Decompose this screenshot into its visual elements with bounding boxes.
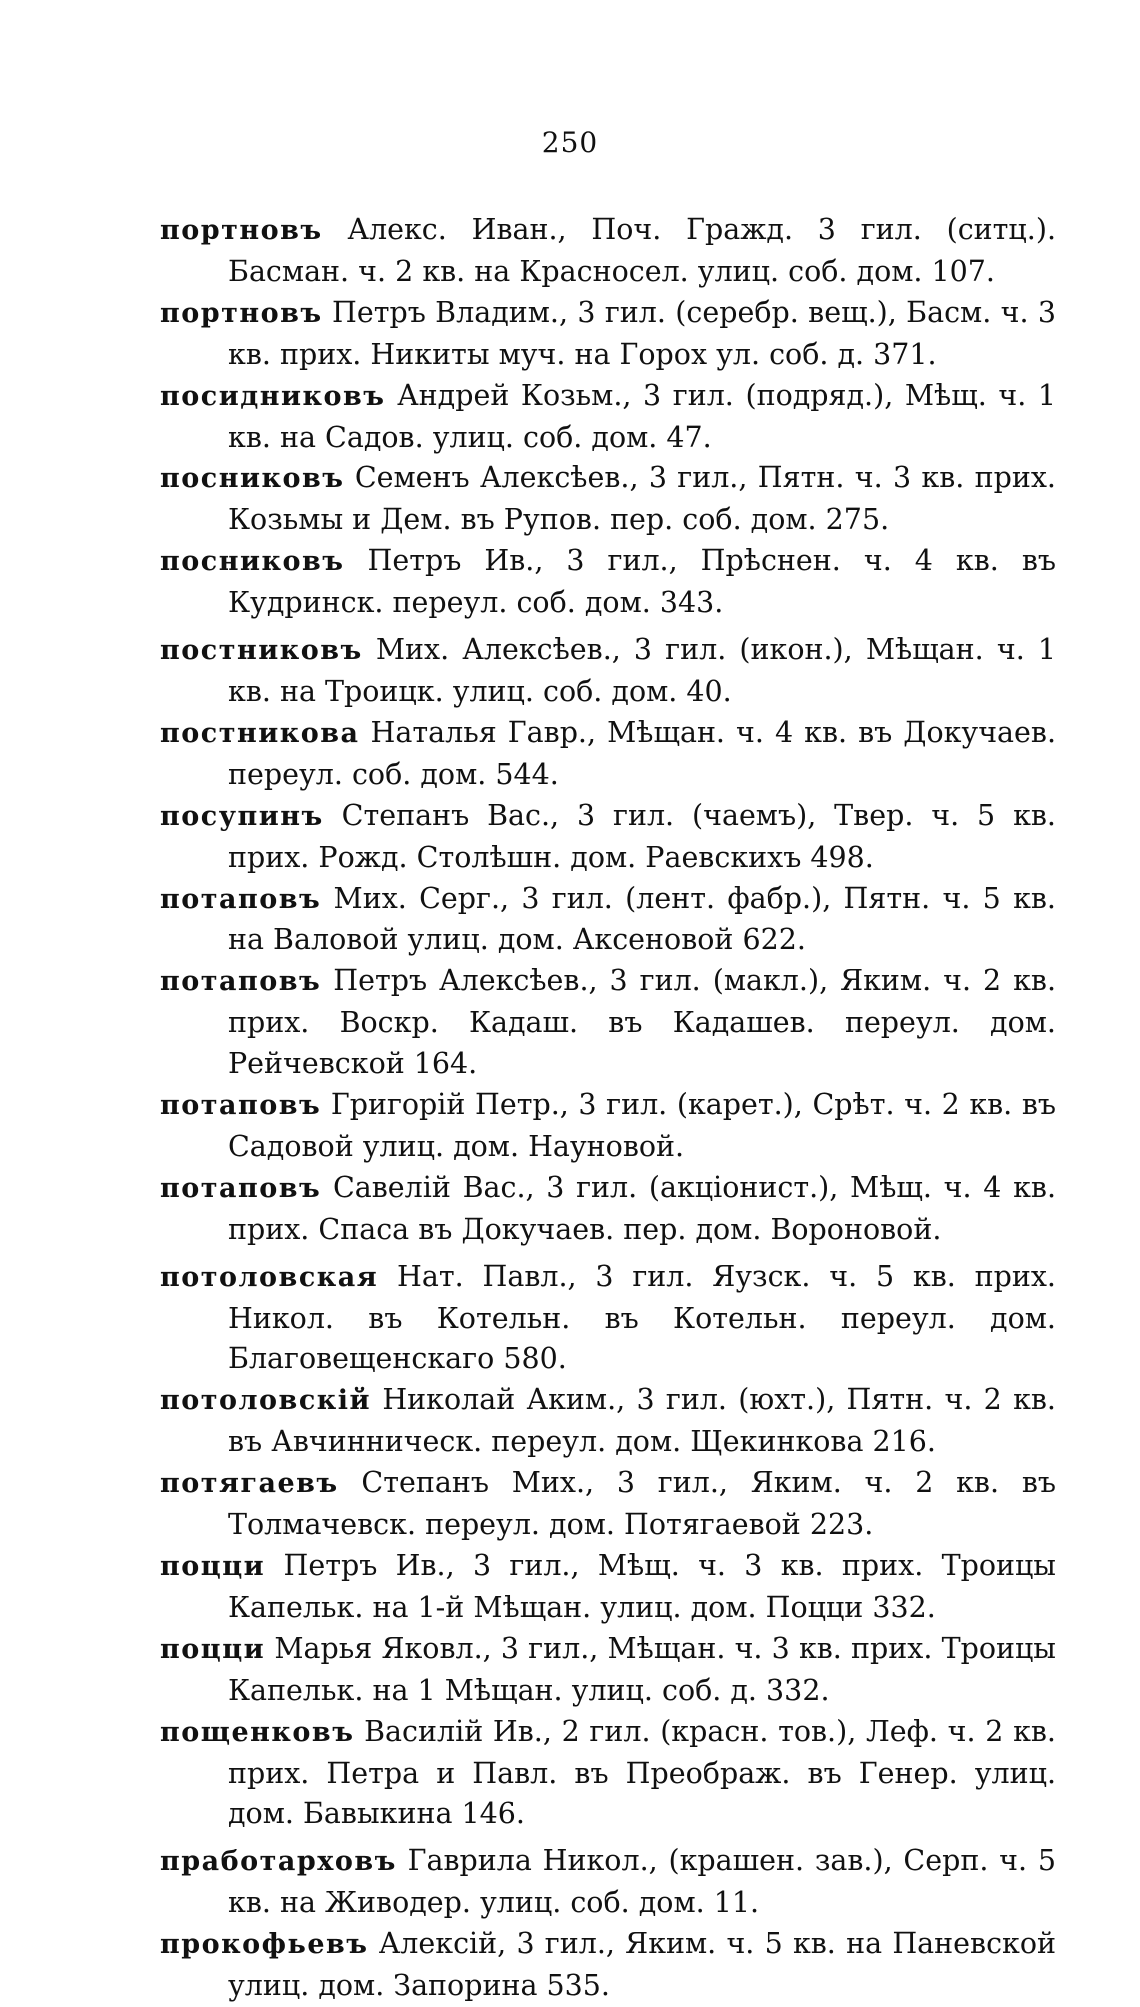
directory-entry [160,1712,1056,1836]
directory-entries [160,210,1056,2007]
entry-surname: постниковъ [160,635,363,667]
entry-surname: поцци [160,1633,266,1665]
directory-entry [160,796,1056,879]
entry-details: Нат. Павл., 3 гил. Яузск. ч. 5 кв. прих. Никол. въ Котельн. въ Котельн. переул. дом. Благовещенскаго 580. [228,1259,1056,1376]
entry-surname: потаповъ [160,1172,322,1204]
directory-entry [160,1257,1056,1381]
directory-entry [160,1841,1056,1924]
entry-details: Алекс. Иван., Поч. Гражд. 3 гил. (ситц.). Басман. ч. 2 кв. на Красносел. улиц. соб. дом. 107. [228,213,1056,288]
entry-details: Николай Аким., 3 гил. (юхт.), Пятн. ч. 2 кв. въ Авчинническ. переул. дом. Щекинкова 216. [228,1383,1056,1459]
page-number: 250 [541,126,599,159]
entry-details: Степанъ Мих., 3 гил., Яким. ч. 2 кв. въ Толмачевск. переул. дом. Потягаевой 223. [228,1466,1056,1542]
directory-entry [160,630,1056,713]
directory-entry [160,1629,1056,1712]
directory-entry [160,541,1056,624]
entry-details: Степанъ Вас., 3 гил. (чаемъ), Твер. ч. 5 кв. прих. Рожд. Столѣшн. дом. Раевскихъ 498. [228,798,1056,874]
directory-entry [160,376,1056,459]
entry-surname: пработарховъ [160,1846,397,1878]
entry-details: Наталья Гавр., Мѣщан. ч. 4 кв. въ Докучаев. переул. соб. дом. 544. [228,715,1056,791]
entry-details: Мих. Серг., 3 гил. (лент. фабр.), Пятн. ч. 5 кв. на Валовой улиц. дом. Аксеновой 622. [228,881,1056,957]
directory-entry [160,1546,1056,1629]
directory-entry [160,1924,1056,2007]
entry-surname: потягаевъ [160,1468,339,1500]
entry-surname: потоловская [160,1261,379,1293]
entry-details: Гаврила Никол., (крашен. зав.), Серп. ч. 5 кв. на Живодер. улиц. соб. дом. 11. [228,1844,1056,1920]
entry-details: Петръ Ив., 3 гил., Прѣснен. ч. 4 кв. въ Кудринск. переул. соб. дом. 343. [228,544,1056,620]
entry-details: Марья Яковл., 3 гил., Мѣщан. ч. 3 кв. прих. Троицы Капельк. на 1 Мѣщан. улиц. соб. д. 332. [228,1631,1056,1707]
directory-entry [160,210,1056,293]
entry-surname: посупинъ [160,800,324,832]
entry-details: Петръ Алексѣев., 3 гил. (макл.), Яким. ч. 2 кв. прих. Воскр. Кадаш. въ Кадашев. переул. дом. Рейчевской 164. [228,964,1056,1081]
entry-surname: портновъ [160,215,323,246]
directory-entry [160,1085,1056,1168]
entry-details: Григорій Петр., 3 гил. (карет.), Срѣт. ч. 2 кв. въ Садовой улиц. дом. Науновой. [228,1088,1057,1163]
entry-details: Василій Ив., 2 гил. (красн. тов.), Леф. ч. 2 кв. прих. Петра и Павл. въ Преображ. въ Генер. улиц. дом. Бавыкина 146. [228,1714,1056,1831]
entry-surname: потаповъ [160,966,322,998]
directory-entry [160,293,1056,376]
entry-details: Петръ Владим., 3 гил. (серебр. вещ.), Басм. ч. 3 кв. прих. Никиты муч. на Горох ул. соб. д. 371. [228,295,1056,371]
entry-surname: постникова [160,717,360,749]
entry-details: Семенъ Алексѣев., 3 гил., Пятн. ч. 3 кв. прих. Козьмы и Дем. въ Рупов. пер. соб. дом. 275. [228,461,1056,537]
entry-details: Савелій Вас., 3 гил. (акціонист.), Мѣщ. ч. 4 кв. прих. Спаса въ Докучаев. пер. дом. Вороновой. [228,1170,1057,1246]
directory-entry [160,1168,1056,1251]
entry-surname: потоловскій [160,1385,372,1417]
directory-entry [160,961,1056,1085]
entry-details: Андрей Козьм., 3 гил. (подряд.), Мѣщ. ч. 1 кв. на Садов. улиц. соб. дом. 47. [228,378,1056,454]
entry-surname: посниковъ [160,463,345,495]
entry-surname: прокофьевъ [160,1929,369,1961]
entry-details: Петръ Ив., 3 гил., Мѣщ. ч. 3 кв. прих. Троицы Капельк. на 1-й Мѣщан. улиц. дом. Поцци 332. [228,1549,1056,1624]
entry-surname: портновъ [160,297,323,329]
entry-surname: пощенковъ [160,1716,355,1748]
entry-surname: потаповъ [160,1090,322,1122]
directory-entry [160,458,1056,541]
entry-details: Алексій, 3 гил., Яким. ч. 5 кв. на Паневской улиц. дом. Запорина 535. [228,1927,1056,2003]
directory-entry [160,879,1056,962]
entry-surname: потаповъ [160,883,322,915]
entry-surname: поцци [160,1551,266,1582]
directory-entry [160,713,1056,796]
directory-entry [160,1380,1056,1463]
entry-surname: посидниковъ [160,380,386,412]
entry-details: Мих. Алексѣев., 3 гил. (икон.), Мѣщан. ч. 1 кв. на Троицк. улиц. соб. дом. 40. [228,633,1056,708]
directory-entry [160,1463,1056,1546]
entry-surname: посниковъ [160,546,345,578]
